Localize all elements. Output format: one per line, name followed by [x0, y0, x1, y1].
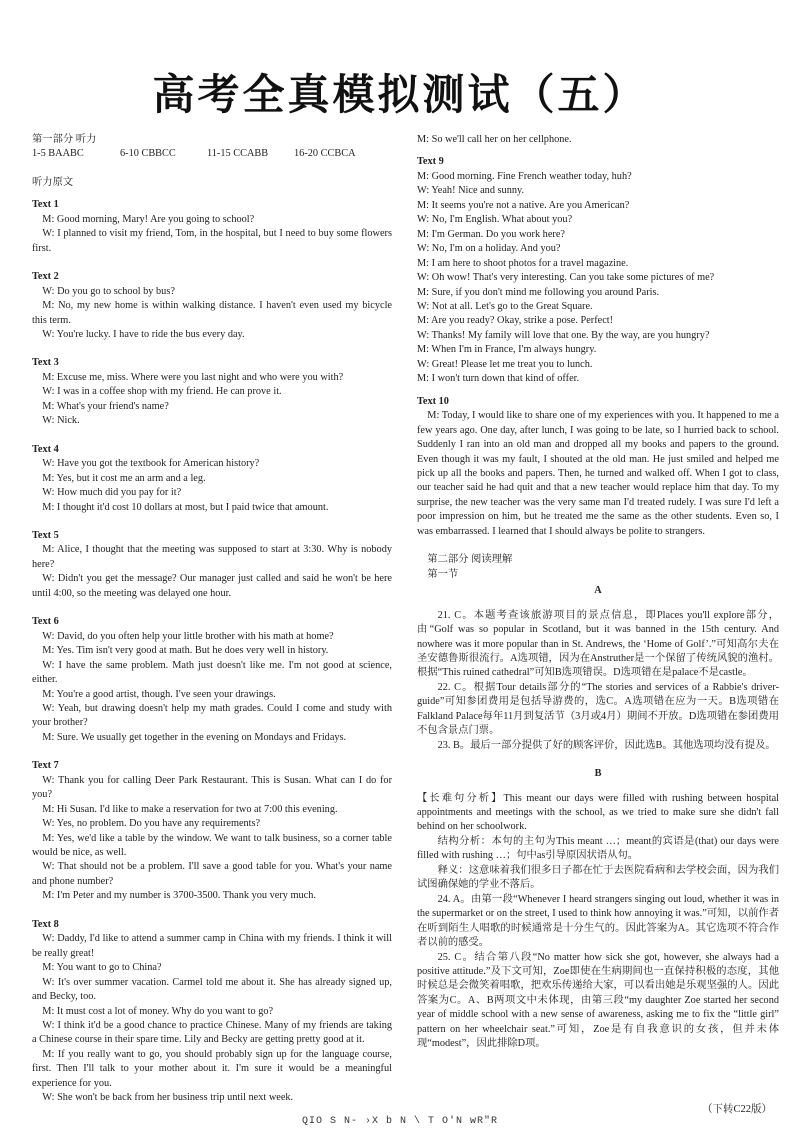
long-sentence-analysis [417, 792, 779, 835]
dialogue-line: W: Yeah! Nice and sunny. [417, 185, 525, 197]
dialogue-line: W: Thanks! My family will love that one. By the way, are you hungry? [417, 329, 710, 341]
section-heading-listening: 第一部分 听力 [32, 134, 97, 145]
dialogue-line: W: She won't be back from her business trip until next week. [42, 1092, 294, 1104]
dialogue-line: W: I think it'd be a good chance to practice Chinese. Many of my friends are taking a Chinese course in their spare time. Lily and Becky are getting pretty good at it. [32, 1020, 392, 1046]
transcript-texts [32, 198, 392, 1111]
answer-explanation: 21. C。本题考查该旅游项目的景点信息，即Places you'll explore部分，由“Golf was so popular in Scotland, but it was banned in the 15th century. And nowhere was it more popular than in St. Andrews, the ‘Home of Golf’.”可知高尔夫在圣安德鲁斯很流行。A选项错，因为在Anstruther是一个保留了传统风貌的渔村。根据“This ruined cathedral”可知B选项错误。D选项错在是palace不是castle。 [417, 609, 779, 679]
text9-dialogue [417, 170, 779, 387]
transcript-heading: 听力原文 [32, 176, 74, 188]
right-column [417, 133, 779, 1052]
dialogue-line: W: Daddy, I'd like to attend a summer camp in China with my friends. I think it will be really great! [32, 933, 392, 959]
dialogue-line: M: Alice, I thought that the meeting was supposed to start at 3:30. Why is nobody here? [32, 544, 392, 570]
structure-analysis: 结构分析：本句的主句为This meant …；meant的宾语是(that) our days were filled with rushing …；句中as引导原因状语从句。 [417, 835, 779, 862]
dialogue-line: W: Nick. [42, 415, 80, 427]
section-heading-reading: 第二部分 阅读理解 [427, 554, 513, 566]
answer-explanation: 22. C。根据Tour details部分的“The stories and services of a Rabbie's driver-guide”可知参团费用是包括导游费的，选C。A选项错在应为一天。B选项错在Falkland Palace每年11月到复活节（3月或4月）期间不开放。D选项错在参团费用不包含景点门票。 [417, 681, 779, 737]
dialogue-line: M: What's your friend's name? [42, 400, 169, 412]
dialogue-line: M: Yes. Tim isn't very good at math. But he does very well in history. [42, 645, 329, 657]
dialogue-line: M: Yes, but it cost me an arm and a leg. [42, 472, 206, 484]
dialogue-line: W: No, I'm on a holiday. And you? [417, 243, 561, 255]
answer-key [32, 147, 392, 161]
text-heading: Text 10 [417, 395, 449, 407]
text-heading: Text 6 [32, 616, 59, 628]
answer-group: 1-5 BAABC [32, 148, 84, 160]
dialogue-line: M: When I'm in France, I'm always hungry. [417, 344, 597, 356]
dialogue-line: M: Good morning. Fine French weather today, huh? [417, 170, 632, 182]
dialogue-line: M: I thought it'd cost 10 dollars at most, but I paid twice that amount. [42, 501, 329, 513]
dialogue-line: W: I planned to visit my friend, Tom, in the hospital, but I need to buy some flowers first. [32, 228, 392, 254]
section-subheading: 第一节 [427, 568, 459, 580]
dialogue-line: M: You want to go to China? [42, 962, 162, 974]
dialogue-line: M: Good morning, Mary! Are you going to school? [42, 213, 255, 225]
dialogue-line: W: Great! Please let me treat you to lunch. [417, 358, 593, 370]
dialogue-line: W: David, do you often help your little brother with his math at home? [42, 630, 334, 642]
dialogue-line: M: It must cost a lot of money. Why do you want to go? [42, 1005, 274, 1017]
page-footer-code: QIO S N- ›X b N \ T O'N wR"R [301, 1116, 499, 1127]
dialogue-line: M: You're a good artist, though. I've seen your drawings. [42, 688, 276, 700]
dialogue-line: M: It seems you're not a native. Are you American? [417, 199, 630, 211]
dialogue-line: M: Yes, we'd like a table by the window. We want to talk business, so a corner table would be nice, as well. [32, 832, 392, 859]
analysis-tag: 【长难句分析】 [417, 792, 504, 804]
transcript-line: M: So we'll call her on her cellphone. [417, 134, 572, 145]
dialogue-line: M: Excuse me, miss. Where were you last night and who were you with? [42, 371, 344, 383]
answer-group: 11-15 CCABB [207, 148, 269, 160]
text-heading: Text 9 [417, 156, 444, 168]
dialogue-line: W: Yeah, but drawing doesn't help my math grades. Could I come and study with your brother? [32, 702, 392, 729]
text-heading: Text 8 [32, 918, 59, 930]
continued-note: （下转C22版） [701, 1104, 772, 1115]
dialogue-line: M: I won't turn down that kind of offer. [417, 373, 580, 385]
translation: 释义：这意味着我们很多日子都在忙于去医院看病和去学校会面，因为我们试图确保她的学业不落后。 [417, 864, 779, 891]
passage-label-a: A [594, 585, 602, 597]
page-title: 高考全真模拟测试（五） [152, 70, 648, 119]
dialogue-line: W: Oh wow! That's very interesting. Can you take some pictures of me? [417, 272, 715, 284]
dialogue-line: M: Sure. We usually get together in the evening on Mondays and Fridays. [42, 731, 347, 743]
text-heading: Text 1 [32, 199, 59, 211]
analysis-sentence: This meant our days were filled with rushing between hospital appointments and meetings with the school, as we tried to make sure she didn't fall behind on her schoolwork. [417, 792, 780, 833]
dialogue-line: M: No, my new home is within walking distance. I haven't even used my bicycle this term. [32, 300, 392, 326]
dialogue-line: W: You're lucky. I have to ride the bus every day. [42, 328, 245, 340]
dialogue-line: M: I'm German. Do you work here? [417, 228, 565, 240]
answer-explanation: 23. B。最后一部分提供了好的顾客评价，因此选B。其他选项均没有提及。 [437, 739, 776, 751]
dialogue-line: W: I was in a coffee shop with my friend. He can prove it. [42, 386, 282, 398]
answer-group: 6-10 CBBCC [120, 148, 176, 160]
answer-explanation: 25. C。结合第八段“No matter how sick she got, however, she always had a positive attitude.”及下文可知，Zoe即使在生病期间也一直保持积极的态度，其他时候总是会微笑着唱歌，把欢乐传递给大家，可以看出她是乐观坚强的人。因此答案为C。A、B两项文中未体现，由第三段“my daughter Zoe started her second year of middle school with a new sense of awareness, asking me to fix the “little girl” pattern on her wheelchair seat.”可知，Zoe是有自我意识的女孩，但并未体现“modest”，因此排除D项。 [417, 951, 779, 1050]
dialogue-line: W: How much did you pay for it? [42, 487, 182, 499]
answer-explanation: 24. A。由第一段“Whenever I heard strangers singing out loud, whether it was in the supermarket or on the street, I used to think how annoying it was.”可知，以前作者在听到陌生人唱歌的时候通常是十分生气的。因此答案为A。其它选项不符合作者以前的感受。 [417, 893, 779, 949]
dialogue-line: W: Didn't you get the message? Our manager just called and said he won't be here until 4:00, so the meeting was delayed one hour. [32, 573, 392, 599]
dialogue-line: W: Not at all. Let's go to the Great Square. [417, 300, 593, 312]
dialogue-line: W: No, I'm English. What about you? [417, 214, 573, 226]
dialogue-line: W: I have the same problem. Math just doesn't like me. I'm not good at science, either. [32, 659, 392, 686]
text-heading: Text 5 [32, 529, 59, 541]
dialogue-line: W: Do you go to school by bus? [42, 285, 175, 297]
dialogue-line: M: Are you ready? Okay, strike a pose. Perfect! [417, 315, 614, 327]
dialogue-line: M: Sure, if you don't mind me following you around Paris. [417, 286, 660, 298]
passage-b-answers [417, 893, 779, 1052]
dialogue-line: M: If you really want to go, you should probably sign up for the language course, first. Then I'll talk to your mother about it. I'm sure it would be a meaningful experience for you. [32, 1048, 392, 1089]
dialogue-line: M: I am here to shoot photos for a travel magazine. [417, 257, 629, 269]
text-heading: Text 4 [32, 443, 59, 455]
text-heading: Text 7 [32, 760, 59, 772]
dialogue-line: W: It's over summer vacation. Carmel told me about it. She has already signed up, and Becky, too. [32, 976, 392, 1003]
dialogue-line: W: Thank you for calling Deer Park Restaurant. This is Susan. What can I do for you? [32, 774, 392, 801]
text-heading: Text 2 [32, 271, 59, 283]
text10-paragraph: M: Today, I would like to share one of my experiences with you. It happened to me a few years ago. One day, after lunch, I was going to be late, so I hurried back to school. Suddenly I ran into an old man and dropped all my books and papers to the ground. Even though it was my fault, I shouted at the old man. He just smiled and helped me pick up all the books and papers. Then, he turned and walked off. When I got to class, our teacher said he had quit and that a new teacher would replace him that day. To my surprise, the new teacher was the very same man I'd treated rudely. I was sure I'd left a poor impression on him, but he treated me the same as the other students. Even so, I was embarrassed. I learned that I should always be polite to strangers. [417, 410, 779, 537]
dialogue-line: M: Hi Susan. I'd like to make a reservation for two at 7:00 this evening. [42, 803, 338, 815]
dialogue-line: W: Yes, no problem. Do you have any requirements? [42, 818, 261, 830]
text-heading: Text 3 [32, 357, 59, 369]
answer-group: 16-20 CCBCA [294, 148, 356, 160]
dialogue-line: W: That should not be a problem. I'll save a good table for you. What's your name and phone number? [32, 861, 392, 887]
left-column [32, 133, 392, 1112]
dialogue-line: W: Have you got the textbook for American history? [42, 458, 260, 470]
passage-a-answers [417, 609, 779, 754]
passage-label-b: B [594, 768, 602, 780]
dialogue-line: M: I'm Peter and my number is 3700-3500. Thank you very much. [42, 890, 316, 902]
